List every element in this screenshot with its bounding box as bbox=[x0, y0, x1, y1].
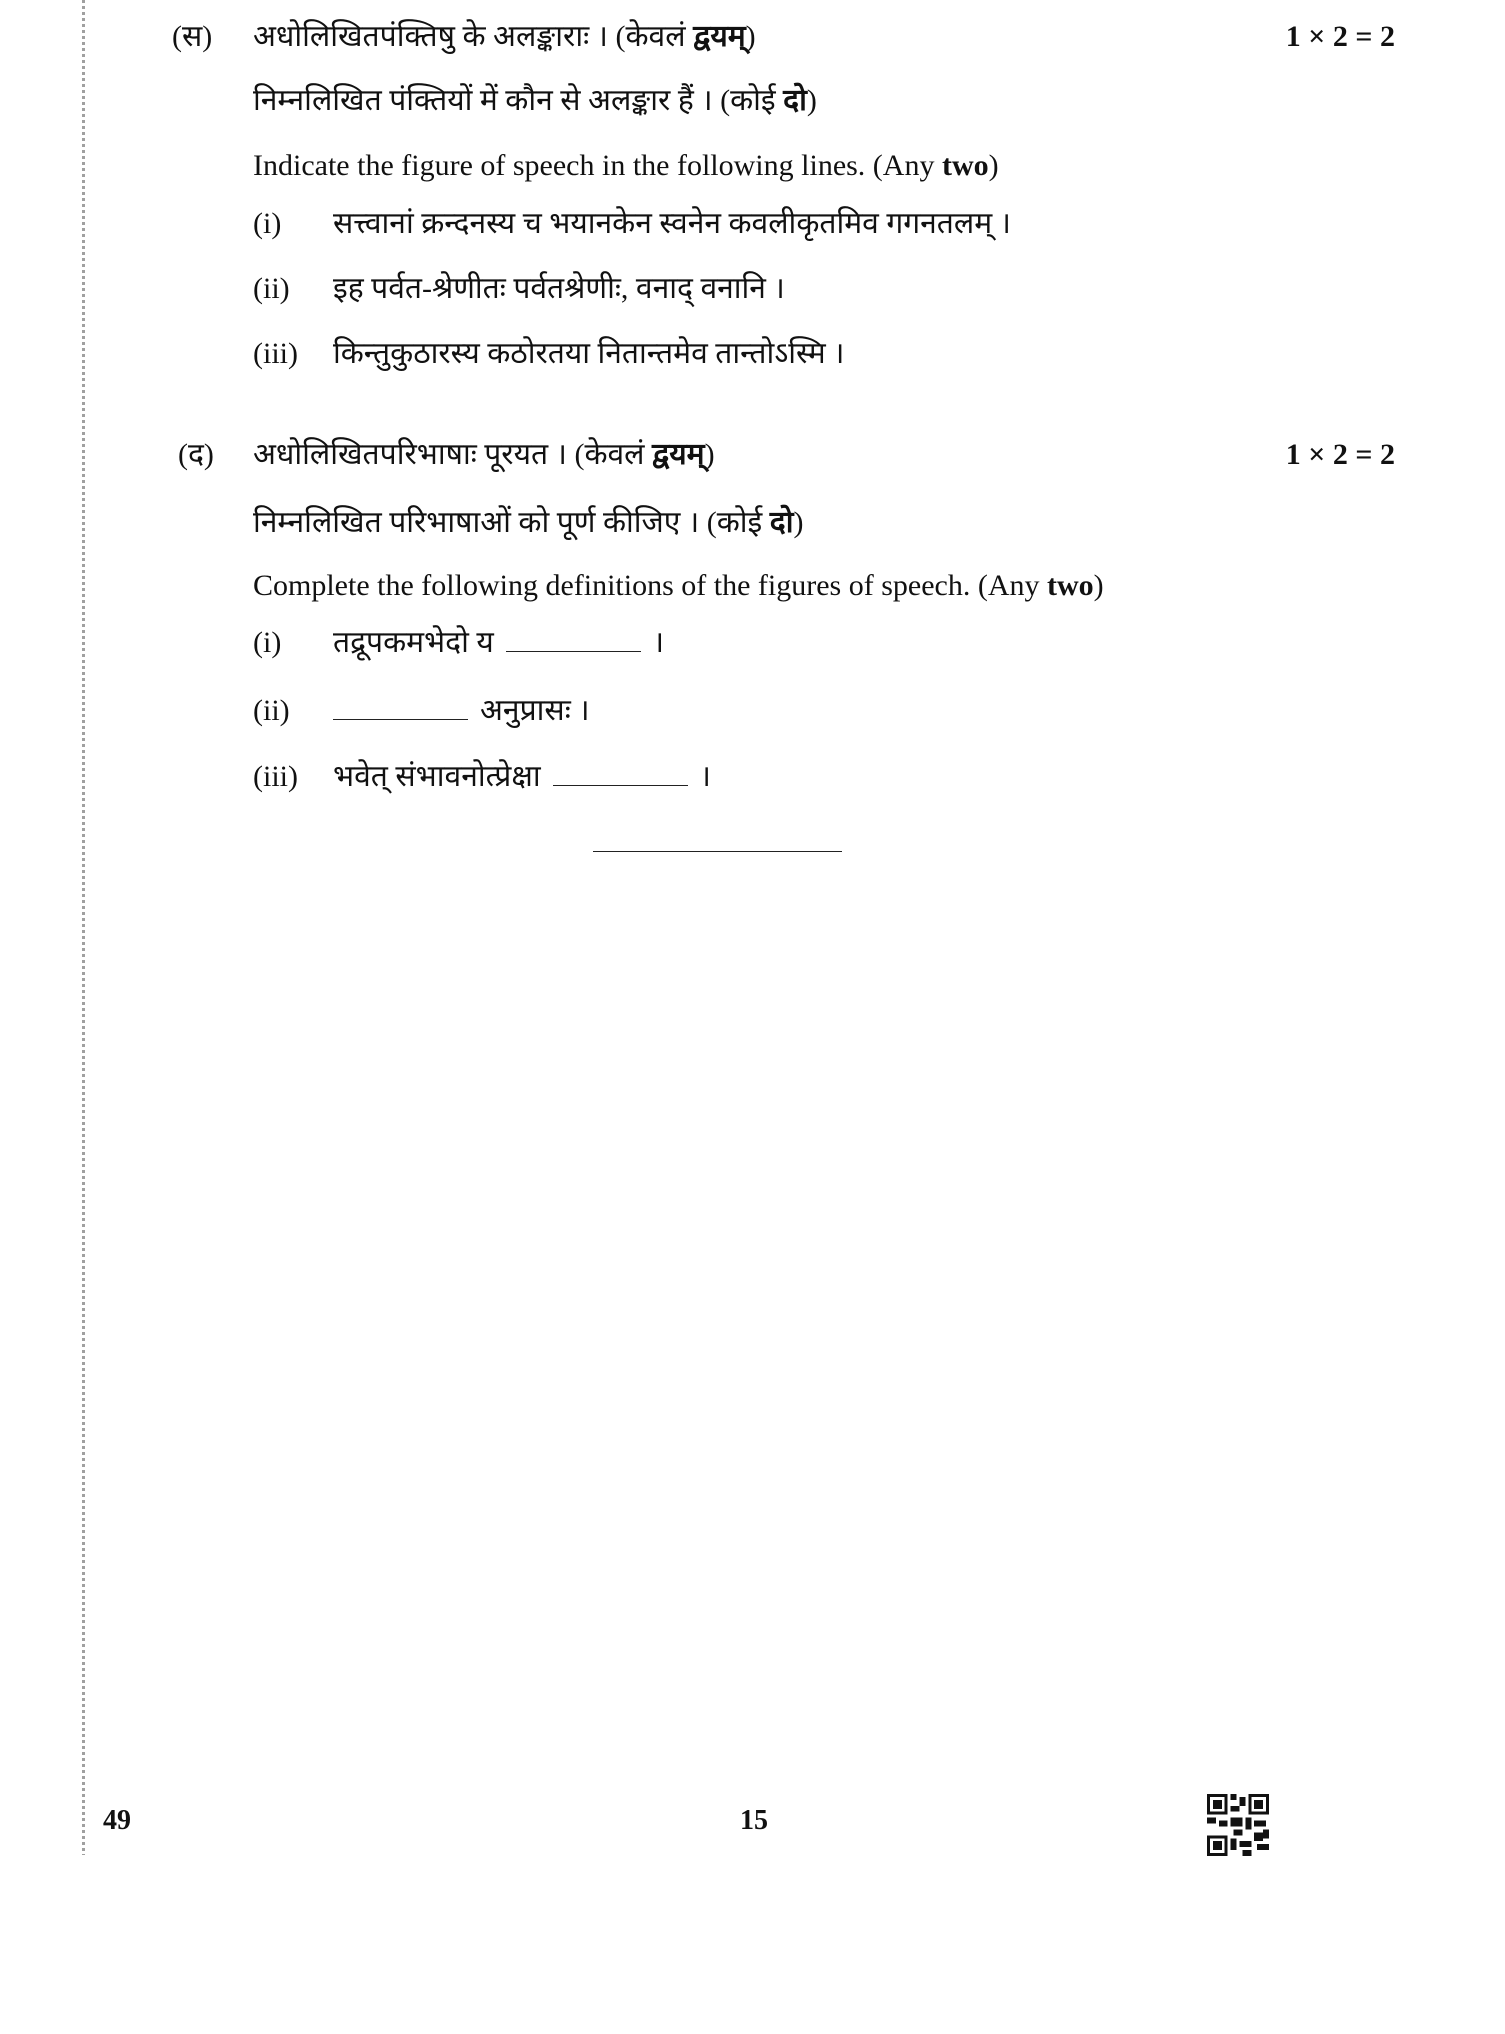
section-sa-heading: अधोलिखितपंक्तिषु के अलङ्काराः । (केवलं द्वयम्) bbox=[253, 20, 756, 53]
section-da-hindi: निम्नलिखित परिभाषाओं को पूर्ण कीजिए । (कोई दो) bbox=[253, 506, 804, 539]
page-number: 15 bbox=[740, 1805, 768, 1836]
definition-item: तद्रूपकमभेदो य । bbox=[333, 626, 665, 659]
fill-blank bbox=[553, 784, 688, 786]
end-rule bbox=[593, 851, 842, 852]
item-text: इह पर्वत-श्रेणीतः पर्वतश्रेणीः, वनाद् वनानि । bbox=[333, 272, 785, 305]
item-text: किन्तुकुठारस्य कठोरतया नितान्तमेव तान्तोऽस्मि । bbox=[333, 337, 845, 370]
item-number: (i) bbox=[253, 626, 282, 659]
section-sa-label: (स) bbox=[172, 20, 213, 53]
margin-dotted-line bbox=[82, 0, 85, 1855]
section-da-marks: 1 × 2 = 2 bbox=[1285, 438, 1395, 471]
item-number: (i) bbox=[253, 207, 282, 240]
section-sa-hindi: निम्नलिखित पंक्तियों में कौन से अलङ्कार हैं । (कोई दो) bbox=[253, 84, 817, 117]
fill-blank bbox=[333, 718, 468, 720]
item-number: (iii) bbox=[253, 337, 298, 370]
qr-code-icon bbox=[1207, 1794, 1269, 1856]
section-da-heading: अधोलिखितपरिभाषाः पूरयत । (केवलं द्वयम्) bbox=[253, 438, 715, 471]
paper-code: 49 bbox=[103, 1805, 131, 1836]
section-sa-english: Indicate the figure of speech in the following lines. (Any two) bbox=[253, 149, 999, 182]
item-text: सत्त्वानां क्रन्दनस्य च भयानकेन स्वनेन कवलीकृतमिव गगनतलम् । bbox=[333, 207, 1012, 240]
section-sa-marks: 1 × 2 = 2 bbox=[1285, 20, 1395, 53]
section-da-label: (द) bbox=[178, 438, 214, 471]
fill-blank bbox=[506, 650, 641, 652]
definition-item: अनुप्रासः । bbox=[321, 696, 590, 726]
definition-item: भवेत् संभावनोत्प्रेक्षा । bbox=[333, 760, 712, 793]
item-number: (iii) bbox=[253, 760, 298, 793]
section-da-english: Complete the following definitions of the figures of speech. (Any two) bbox=[253, 569, 1104, 602]
item-number: (ii) bbox=[253, 694, 290, 727]
item-number: (ii) bbox=[253, 272, 290, 305]
